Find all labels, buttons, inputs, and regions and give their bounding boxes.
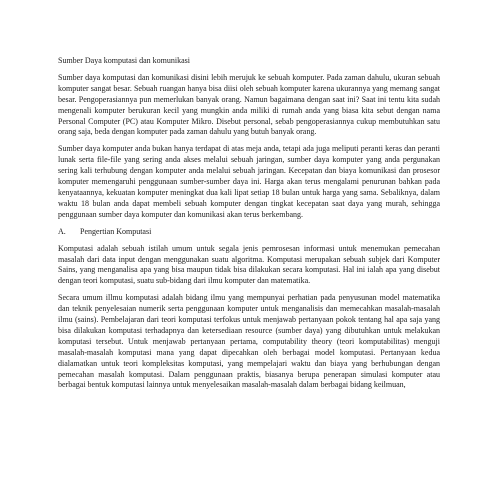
section-title: Pengertian Komputasi (80, 226, 152, 236)
section-heading (58, 227, 440, 238)
document-body (58, 56, 440, 397)
section-number: A. (58, 226, 66, 236)
paragraph: Secara umum illmu komputasi adalah bidang ilmu yang mempunyai perhatian pada penyusunan model matematika dan teknik penyelesaian numerik serta penggunaan komputer untuk menganalisis dan memecahkan masalah-masalah ilmu (sains). Pembelajaran dari teori komputasi terfokus untuk menjawab pertanyaan pokok tentang hal apa saja yang bisa dilakukan komputasi terhadapnya dan ketersediaan resource (sumber daya) yang dibutuhkan untuk melakukan komputasi tersebut. Untuk menjawab pertanyaan pertama, computability theory (teori komputabilitas) menguji masalah-masalah komputasi mana yang dapat dipecahkan oleh berbagai model komputasi. Pertanyaan kedua dialamatkan untuk teori kompleksitas komputasi, yang mempelajari waktu dan biaya yang berhubungan dengan pemecahan masalah komputasi. Dalam penggunaan praktis, biasanya berupa penerapan simulasi komputer atau berbagai bentuk komputasi lainnya untuk menyelesaikan masalah-masalah dalam berbagai bidang keilmuan, (58, 293, 440, 390)
paragraph: Sumber daya komputasi dan komunikasi disini lebih merujuk ke sebuah komputer. Pada zaman dahulu, ukuran sebuah komputer sangat besar. Sebuah ruangan hanya bisa diisi oleh sebuah komputer karena ukurannya yang memang sangat besar. Pengoperasiannya pun memerlukan banyak orang. Namun bagaimana dengan saat ini? Saat ini tentu kita sudah mengenali komputer berukuran kecil yang mungkin anda miliki di rumah anda yang biasa kita sebut dengan nama Personal Computer (PC) atau Komputer Mikro. Disebut personal, sebab pengoperasiannya cukup membutuhkan satu orang saja, beda dengan komputer pada zaman dahulu yang butuh banyak orang. (58, 72, 440, 137)
paragraph: Komputasi adalah sebuah istilah umum untuk segala jenis pemrosesan informasi untuk menemukan pemecahan masalah dari data input dengan menggunakan suatu algoritma. Komputasi merupakan sebuah subjek dari Komputer Sains, yang menganalisa apa yang bisa maupun tidak bisa dilakukan secara komputasi. Hal ini ialah apa yang disebut dengan teori komputasi, suatu sub-bidang dari ilmu komputer dan matematika. (58, 243, 440, 286)
document-title: Sumber Daya komputasi dan komunikasi (58, 56, 190, 65)
paragraph: Sumber daya komputer anda bukan hanya terdapat di atas meja anda, tetapi ada juga meliputi peranti keras dan peranti lunak serta file-file yang sering anda akses melalui sebuah jaringan, sumber daya komputer yang anda pergunakan sering kali terhubung dengan komputer anda melalui sebuah jaringan. Kecepatan dan biaya komunikasi dan prosesor komputer memengaruhi penggunaan sumber-sumber daya ini. Harga akan terus mengalami penurunan bahkan pada kenyataannya, kekuatan komputer meningkat dua kali lipat setiap 18 bulan untuk harga yang sama. Sebaliknya, dalam waktu 18 bulan anda dapat membeli sebuah komputer dengan tingkat kecepatan saat daya yang murah, sehingga penggunaan sumber daya komputer dan komunikasi akan terus berkembang. (58, 144, 440, 219)
